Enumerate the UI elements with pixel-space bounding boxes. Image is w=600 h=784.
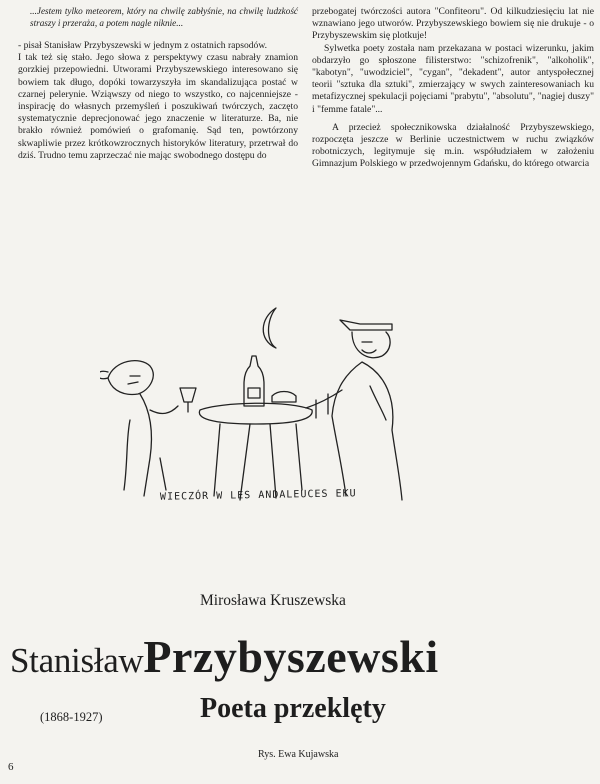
- dish-icon: [272, 392, 296, 403]
- right-figure-body: [332, 362, 402, 500]
- left-column: [18, 0, 298, 162]
- left-figure-head: [108, 361, 153, 395]
- epigraph: ...Jestem tylko meteorem, który na chwilę zabłyśnie, na chwilę ludzkość straszy i przeraża, a potem nagle niknie...: [30, 6, 298, 28]
- article-title: [10, 630, 439, 683]
- left-figure-body: [140, 394, 178, 496]
- right-column: [312, 0, 594, 171]
- title-last-name: Przybyszewski: [143, 631, 439, 682]
- article-subtitle: Poeta przeklęty: [200, 693, 386, 724]
- right-paragraph-2: Sylwetka poety została nam przekazana w postaci wizerunku, jakim obdarzyło go spłoszone filisterstwo: "schizofrenik", "alkoholik", "kabotyn", "uwodziciel", "cygan", "dekadent", autor antyspołecznej teorii "sztuka dla sztuki", zmierzający w swych zainteresowaniach ku metafizycznej spekulacji pojęciami "prabytu", "absolutu", "nagiej duszy" i "femme fatale"...: [312, 42, 594, 115]
- caption-text: WIECZÓR W LES ANDALEUCES: [159, 488, 329, 503]
- author-name: Mirosława Kruszewska: [200, 592, 346, 609]
- life-dates: (1868-1927): [40, 710, 103, 724]
- right-figure-head: [352, 332, 390, 358]
- illustration-credit: Rys. Ewa Kujawska: [258, 749, 339, 760]
- title-first-name: Stanisław: [10, 641, 144, 680]
- left-paragraph-1: - pisał Stanisław Przybyszewski w jednym z ostatnich rapsodów.: [18, 40, 268, 51]
- right-paragraph-3: A przecież społecznikowska działalność Przybyszewskiego, rozpoczęta jeszcze w Berlinie uczestnictwem w ruchu związków robotniczych, legitymuje się m.in. współudziałem w założeniu Gimnazjum Polskiego w przedwojennym Gdańsku, do którego otwarcia: [312, 121, 594, 170]
- left-paragraph-2: I tak też się stało. Jego słowa z perspektywy czasu nabrały znamion gorzkiej przepowiedni. Utworami Przybyszewskiego interesowano się bowiem tak długo, dopóki towarzyszyła im skandalizująca postać w czarnej pelerynie. Wziąwszy od niego to wszystko, co najcenniejsze - inspirację do własnych przemyśleń i poszukiwań twórczych, zaczęto systematycznie deprecjonować jego znaczenie w literaturze. Ba, nie brakło również pomówień o grafomanię. Sąd ten, powtórzony skwapliwie przez krótkowzrocznych historyków literatury, przetrwał do dziś. Trudno temu zaprzeczać nie mając swobodnego dostępu do: [18, 52, 298, 161]
- moon-icon: [263, 308, 276, 348]
- hat-icon: [340, 320, 392, 330]
- signature: EKU: [335, 488, 357, 500]
- page-number: 6: [8, 761, 14, 773]
- glass-icon: [180, 388, 196, 412]
- right-paragraph-1: przebogatej twórczości autora "Confiteoru". Od kilkudziesięciu lat nie wznawiano jego utworów. Przybyszewskiego bowiem się nie drukuje - o Przybyszewskim się plotkuje!: [312, 6, 594, 42]
